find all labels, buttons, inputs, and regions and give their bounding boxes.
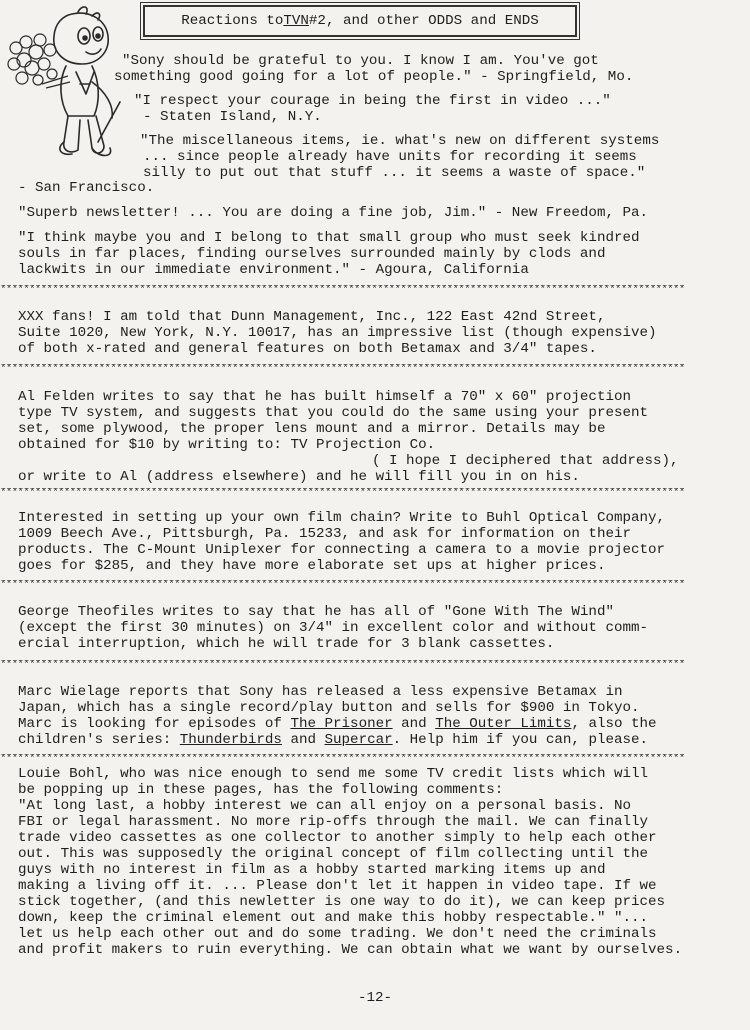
bohl-line-11: let us help each other out and do some trading. We don't need the criminals	[18, 926, 657, 942]
title-supercar: Supercar	[324, 732, 393, 748]
quote-2-line-1: "I respect your courage in being the first in video ..."	[134, 93, 611, 109]
title-the-outer-limits: The Outer Limits	[435, 716, 572, 732]
title-tvn: TVN	[283, 13, 309, 29]
felden-line-1: Al Felden writes to say that he has built himself a 70" x 60" projection	[18, 389, 631, 405]
star-divider: **********************************************************************************************************************	[0, 364, 685, 374]
bohl-line-2: be popping up in these pages, has the following comments:	[18, 782, 504, 798]
star-divider: **********************************************************************************************************************	[0, 285, 685, 295]
felden-line-5: ( I hope I deciphered that address),	[372, 453, 679, 469]
wielage-l3-pre: Marc is looking for episodes of	[18, 716, 291, 732]
felden-line-4: obtained for $10 by writing to: TV Projection Co.	[18, 437, 436, 453]
page-title-box	[143, 5, 577, 37]
quote-3-line-2: ... since people already have units for recording it seems	[143, 149, 637, 165]
quote-1-line-2: something good going for a lot of people." - Springfield, Mo.	[114, 69, 634, 85]
xxx-line-1: XXX fans! I am told that Dunn Management, Inc., 122 East 42nd Street,	[18, 309, 606, 325]
wielage-line-3	[18, 716, 657, 732]
star-divider: **********************************************************************************************************************	[0, 488, 685, 498]
quote-1-line-1: "Sony should be grateful to you. I know I am. You've got	[122, 53, 599, 69]
buhl-line-3: products. The C-Mount Uniplexer for connecting a camera to a movie projector	[18, 542, 666, 558]
quote-5-line-2: souls in far places, finding ourselves surrounded mainly by clods and	[18, 246, 606, 262]
wielage-line-1: Marc Wielage reports that Sony has released a less expensive Betamax in	[18, 684, 623, 700]
buhl-line-4: goes for $285, and they have more elaborate set ups at higher prices.	[18, 558, 606, 574]
quote-3-line-4: - San Francisco.	[18, 180, 155, 196]
quote-3-line-3: silly to put out that stuff ... it seems a waste of space."	[143, 165, 646, 181]
bohl-line-3: "At long last, a hobby interest we can all enjoy on a personal basis. No	[18, 798, 631, 814]
wielage-l3-post: , also the	[571, 716, 657, 732]
theofiles-line-1: George Theofiles writes to say that he has all of "Gone With The Wind"	[18, 604, 614, 620]
wielage-line-2: Japan, which has a single record/play button and sells for $900 in Tokyo.	[18, 700, 640, 716]
quote-2-line-2: - Staten Island, N.Y.	[143, 109, 322, 125]
quote-5-line-1: "I think maybe you and I belong to that small group who must seek kindred	[18, 230, 640, 246]
title-thunderbirds: Thunderbirds	[179, 732, 282, 748]
wielage-l4-post: . Help him if you can, please.	[392, 732, 649, 748]
bohl-line-6: out. This was supposedly the original concept of film collecting until the	[18, 846, 649, 862]
wielage-l4-mid: and	[281, 732, 325, 748]
wielage-line-4	[18, 732, 648, 748]
title-pre: Reactions to	[181, 13, 284, 29]
bohl-line-4: FBI or legal harassment. No more rip-offs through the mail. We can finally	[18, 814, 649, 830]
quote-4-line-1: "Superb newsletter! ... You are doing a fine job, Jim." - New Freedom, Pa.	[18, 205, 649, 221]
quote-5-line-3: lackwits in our immediate environment." - Agoura, California	[18, 262, 529, 278]
wielage-l4-pre: children's series:	[18, 732, 180, 748]
star-divider: **********************************************************************************************************************	[0, 754, 685, 764]
bohl-line-7: guys with no interest in film as a hobby started marking items up and	[18, 862, 606, 878]
bohl-line-12: and profit makers to ruin everything. We can obtain what we want by ourselves.	[18, 942, 683, 958]
wielage-l3-mid: and	[392, 716, 436, 732]
felden-line-3: set, some plywood, the proper lens mount and a mirror. Details may be	[18, 421, 606, 437]
bohl-line-9: stick together, (and this newletter is one way to do it), we can keep prices	[18, 894, 666, 910]
bohl-line-5: trade video cassettes as one collector to another simply to help each other	[18, 830, 657, 846]
title-post: #2, and other ODDS and ENDS	[308, 13, 539, 29]
quote-3-line-1: "The miscellaneous items, ie. what's new on different systems	[140, 133, 660, 149]
felden-line-2: type TV system, and suggests that you could do the same using your present	[18, 405, 649, 421]
title-the-prisoner: The Prisoner	[290, 716, 393, 732]
star-divider: **********************************************************************************************************************	[0, 580, 685, 590]
felden-line-6: or write to Al (address elsewhere) and he will fill you in on his.	[18, 469, 580, 485]
theofiles-line-2: (except the first 30 minutes) on 3/4" in excellent color and without comm-	[18, 620, 649, 636]
theofiles-line-3: ercial interruption, which he will trade for 3 blank cassettes.	[18, 636, 555, 652]
mascot-illustration-icon	[2, 2, 130, 170]
star-divider: **********************************************************************************************************************	[0, 660, 685, 670]
page-number: -12-	[357, 990, 393, 1006]
xxx-line-2: Suite 1020, New York, N.Y. 10017, has an impressive list (though expensive)	[18, 325, 657, 341]
xxx-line-3: of both x-rated and general features on both Betamax and 3/4" tapes.	[18, 341, 597, 357]
buhl-line-1: Interested in setting up your own film chain? Write to Buhl Optical Company,	[18, 510, 666, 526]
bohl-line-10: down, keep the criminal element out and make this hobby respectable." "...	[18, 910, 649, 926]
bohl-line-1: Louie Bohl, who was nice enough to send me some TV credit lists which will	[18, 766, 649, 782]
bohl-line-8: making a living off it. ... Please don't let it happen in video tape. If we	[18, 878, 657, 894]
buhl-line-2: 1009 Beech Ave., Pittsburgh, Pa. 15233, and ask for information on their	[18, 526, 631, 542]
